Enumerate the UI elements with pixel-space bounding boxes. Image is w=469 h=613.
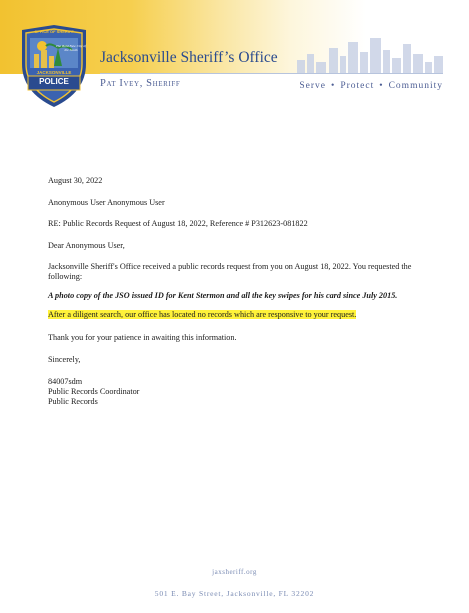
office-motto (299, 81, 443, 91)
letter-addressee: Anonymous User Anonymous User (48, 198, 165, 208)
motto-community: Community (388, 81, 443, 91)
badge-city-text: JACKSONVILLE (36, 70, 72, 75)
search-result (48, 310, 424, 320)
signature-department: Public Records (48, 397, 98, 407)
letter-date: August 30, 2022 (48, 176, 103, 185)
badge-script-text: The Bold New City of the South (55, 44, 87, 52)
letter-body (48, 176, 424, 408)
sheriff-badge-icon (20, 24, 88, 108)
motto-separator: • (331, 81, 336, 91)
sheriff-label: Pat Ivey, Sheriff (100, 78, 181, 89)
city-skyline-icon (295, 36, 445, 74)
motto-separator: • (379, 81, 384, 91)
requested-records: A photo copy of the JSO issued ID for Kent Stermon and all the key swipes for his card since July 2015. (48, 291, 398, 301)
badge-ring-text: OFFICE OF SHERIFF (34, 29, 74, 34)
sheriff-name (100, 78, 180, 89)
footer-address: 501 E. Bay Street, Jacksonville, FL 32202 (154, 589, 315, 598)
letter-salutation: Dear Anonymous User, (48, 240, 125, 250)
signature-id: 84007sdm (48, 377, 83, 387)
highlighted-finding: After a diligent search, our office has located no records which are responsive to your request. (48, 310, 357, 320)
letterhead-divider (100, 73, 443, 74)
letter-re-line: RE: Public Records Request of August 18, 2022, Reference # P312623-081822 (48, 219, 308, 229)
footer-website: jaxsheriff.org (212, 568, 257, 576)
letter-closing: Sincerely, (48, 354, 81, 364)
letter-thanks: Thank you for your patience in awaiting this information. (48, 332, 237, 342)
motto-serve: Serve (299, 81, 327, 91)
motto-protect: Protect (340, 81, 375, 91)
signature-title: Public Records Coordinator (48, 387, 140, 397)
office-name: Jacksonville Sheriff’s Office (100, 49, 278, 66)
badge-banner-text: POLICE (39, 77, 69, 86)
letter-paragraph: Jacksonville Sheriff's Office received a public records request from you on August 18, 2022. You requested the following: (48, 261, 412, 282)
